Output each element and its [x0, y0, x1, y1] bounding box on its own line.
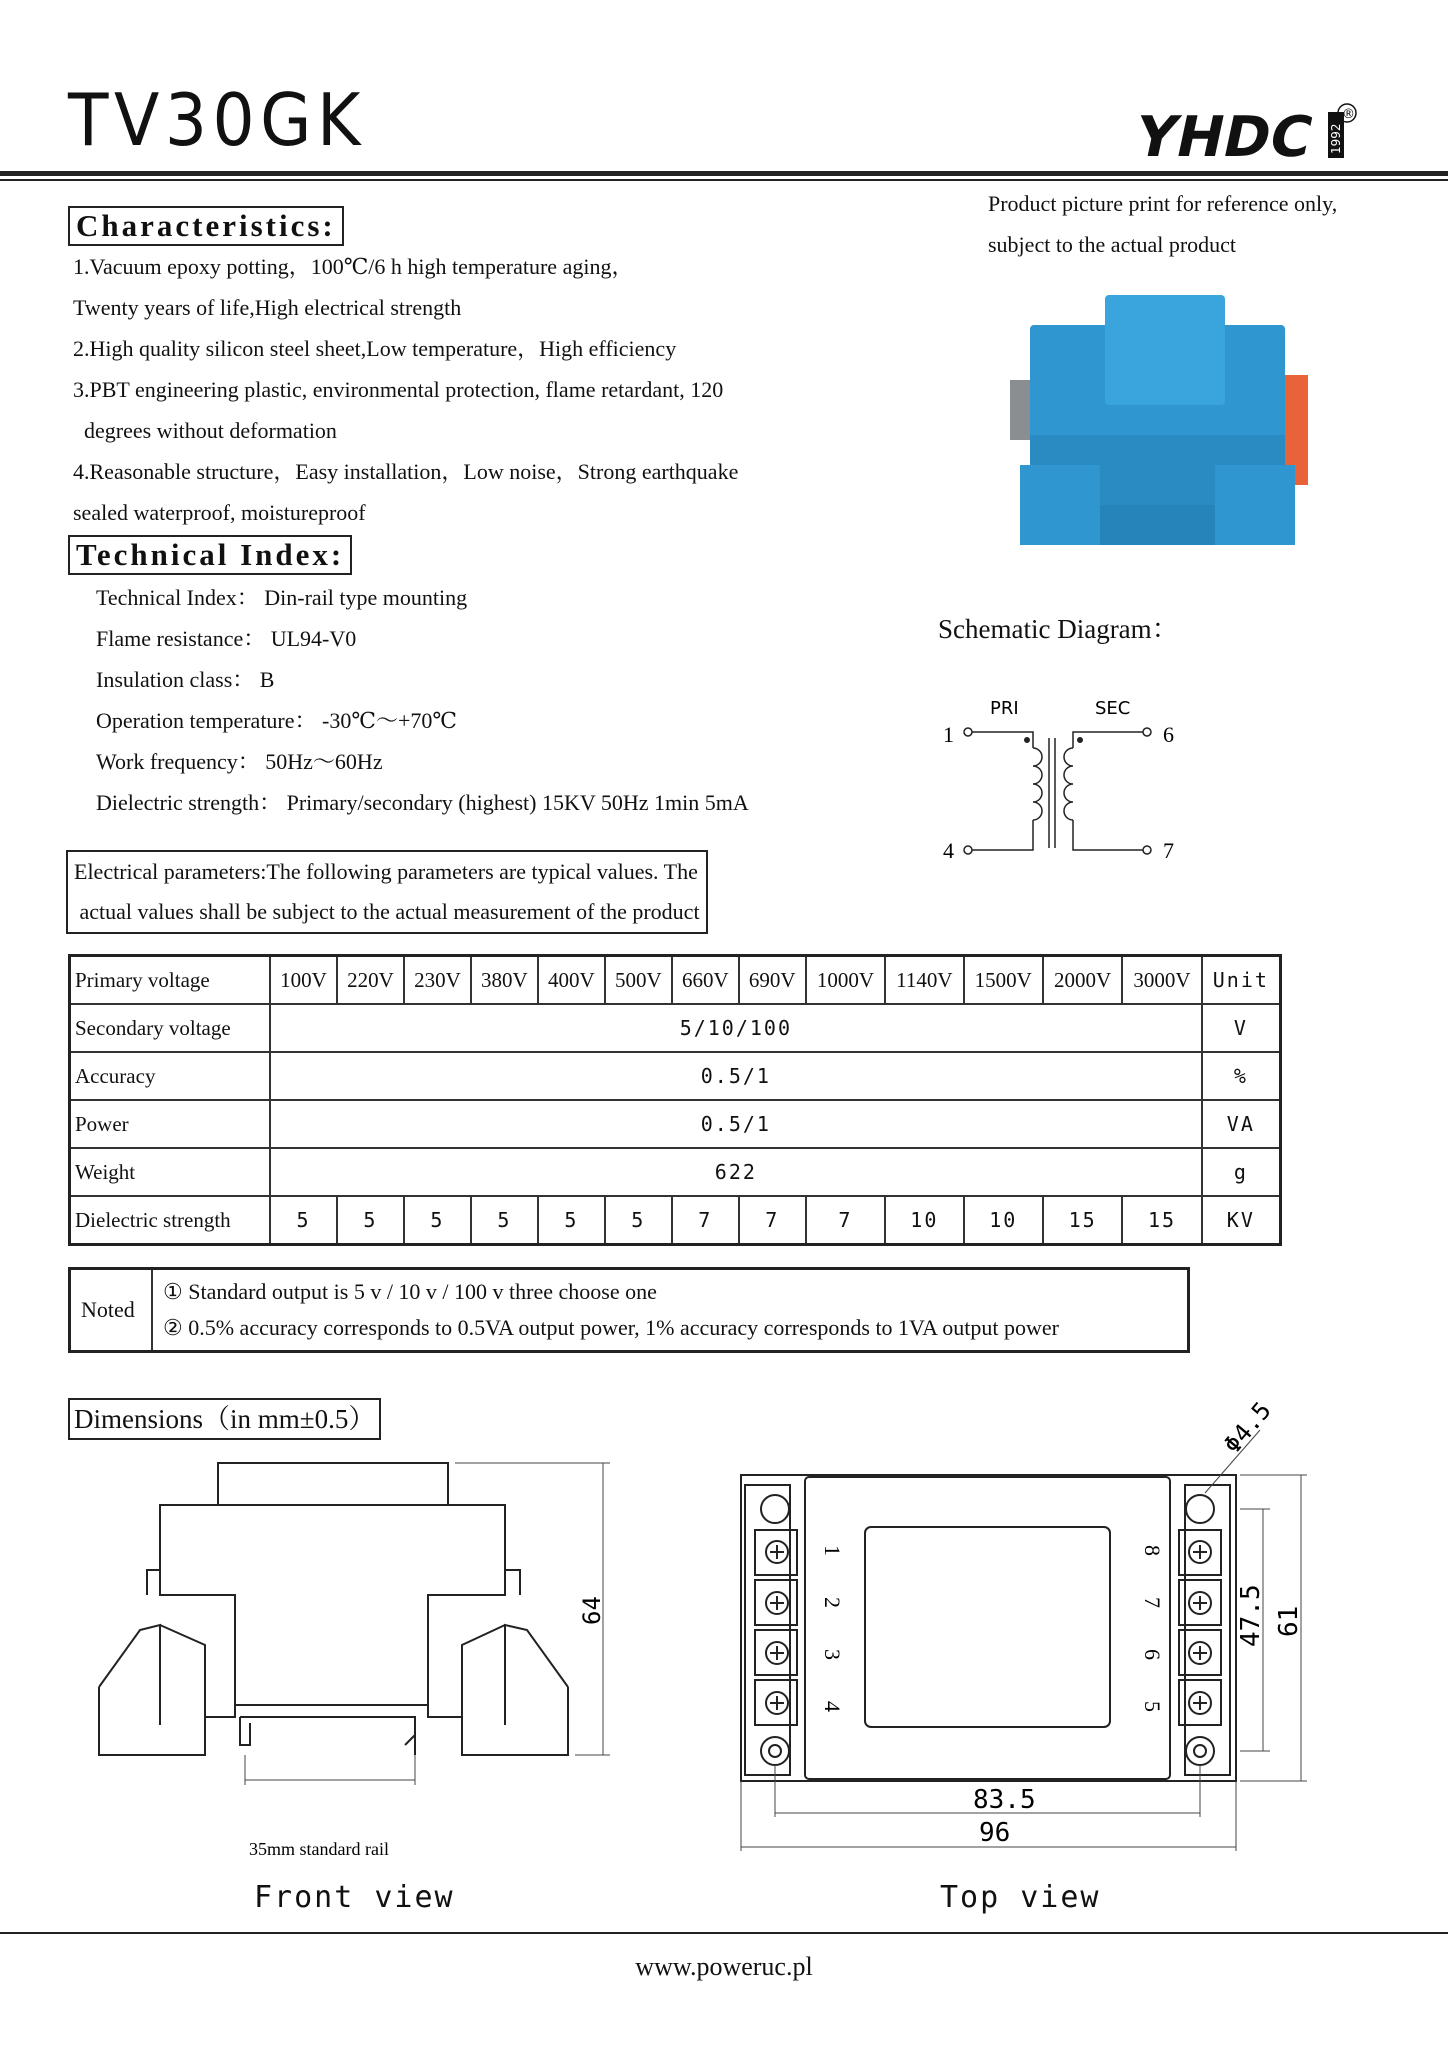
header-rule: [0, 171, 1448, 176]
row-label: Weight: [70, 1148, 271, 1196]
unit-header: Unit: [1202, 956, 1281, 1005]
row-label: Secondary voltage: [70, 1004, 271, 1052]
noted-label: Noted: [70, 1269, 153, 1352]
pri-label: PRI: [990, 698, 1019, 719]
terminal-label-left: 4: [820, 1701, 845, 1712]
noted-content: [152, 1269, 1189, 1352]
noted-line1: ① Standard output is 5 v / 10 v / 100 v three choose one: [163, 1279, 657, 1304]
technical-index-line: Flame resistance： UL94-V0: [96, 626, 357, 651]
header-rule-thin: [0, 179, 1448, 181]
technical-index-line: Dielectric strength： Primary/secondary (highest) 15KV 50Hz 1min 5mA: [96, 790, 749, 815]
dim-83-5: 83.5: [973, 1785, 1036, 1815]
technical-index-heading: Technical Index:: [68, 535, 352, 575]
dielectric-cell: 5: [471, 1196, 538, 1245]
terminal-label-right: 5: [1140, 1701, 1165, 1712]
characteristics-heading: Characteristics:: [68, 206, 344, 246]
table-row: [70, 1052, 1281, 1100]
row-unit: V: [1202, 1004, 1281, 1052]
electrical-note: [66, 850, 708, 934]
table-row: [70, 956, 1281, 1005]
characteristics-line: 1.Vacuum epoxy potting，100℃/6 h high temperature aging，: [73, 254, 634, 279]
front-view-caption: Front view: [254, 1880, 455, 1915]
primary-voltage-cell: 690V: [739, 956, 806, 1005]
row-unit: %: [1202, 1052, 1281, 1100]
primary-voltage-cell: 500V: [605, 956, 672, 1005]
dimensions-heading: Dimensions（in mm±0.5）: [68, 1398, 381, 1440]
technical-index-line: Technical Index： Din-rail type mounting: [96, 585, 468, 610]
primary-voltage-cell: 3000V: [1122, 956, 1201, 1005]
dielectric-cell: 5: [605, 1196, 672, 1245]
table-row: [70, 1269, 1189, 1352]
characteristics-line: 4.Reasonable structure，Easy installation，Low noise，Strong earthquake: [73, 459, 739, 484]
dielectric-cell: 5: [337, 1196, 404, 1245]
dim-47-5: 47.5: [1236, 1584, 1266, 1647]
dielectric-cell: 15: [1043, 1196, 1122, 1245]
dielectric-cell: 7: [672, 1196, 739, 1245]
characteristics-line: Twenty years of life,High electrical strength: [73, 295, 462, 320]
product-note: [988, 183, 1337, 265]
table-row: [70, 1100, 1281, 1148]
characteristics-list: [73, 246, 873, 533]
characteristics-line: 2.High quality silicon steel sheet,Low temperature，High efficiency: [73, 336, 677, 361]
top-view-drawing: [735, 1385, 1304, 1865]
terminal-label-left: 3: [820, 1649, 845, 1660]
table-row: [70, 1148, 1281, 1196]
dielectric-cell: 5: [404, 1196, 471, 1245]
brand-year: 1992: [1329, 123, 1343, 154]
brand-logo: [1125, 98, 1355, 168]
row-label: Power: [70, 1100, 271, 1148]
dielectric-label: Dielectric strength: [70, 1196, 271, 1245]
row-value: 0.5/1: [270, 1052, 1202, 1100]
pin-7: 7: [1163, 838, 1174, 863]
product-picture: [1010, 285, 1310, 570]
footer-rule: [0, 1932, 1448, 1934]
pin-6: 6: [1163, 722, 1174, 747]
dielectric-cell: 10: [885, 1196, 963, 1245]
primary-voltage-cell: 220V: [337, 956, 404, 1005]
row-label: Accuracy: [70, 1052, 271, 1100]
noted-table: [68, 1267, 1190, 1353]
dielectric-cell: 7: [806, 1196, 885, 1245]
primary-voltage-cell: 1000V: [806, 956, 885, 1005]
primary-voltage-cell: 100V: [270, 956, 337, 1005]
top-view-caption: Top view: [940, 1880, 1101, 1915]
primary-voltage-cell: 380V: [471, 956, 538, 1005]
characteristics-line: degrees without deformation: [73, 418, 337, 443]
brand-logo-text: YHDC: [1129, 104, 1319, 170]
table-row: [70, 1196, 1281, 1245]
primary-voltage-cell: 230V: [404, 956, 471, 1005]
row-value: 5/10/100: [270, 1004, 1202, 1052]
dielectric-cell: 5: [270, 1196, 337, 1245]
dielectric-cell: 5: [538, 1196, 605, 1245]
characteristics-line: 3.PBT engineering plastic, environmental protection, flame retardant, 120: [73, 377, 724, 402]
dielectric-cell: 10: [964, 1196, 1043, 1245]
primary-voltage-cell: 660V: [672, 956, 739, 1005]
schematic-heading: Schematic Diagram：: [938, 614, 1179, 644]
dim-61: 61: [1274, 1605, 1304, 1637]
technical-index-line: Insulation class： B: [96, 667, 275, 692]
primary-voltage-cell: 1500V: [964, 956, 1043, 1005]
hole-diameter-dim: Φ4.5: [1218, 1396, 1277, 1459]
front-view-drawing: [95, 1455, 655, 1865]
primary-voltage-cell: 400V: [538, 956, 605, 1005]
primary-voltage-label: Primary voltage: [70, 956, 271, 1005]
technical-index-list: [96, 577, 896, 823]
primary-voltage-cell: 2000V: [1043, 956, 1122, 1005]
pin-1: 1: [943, 722, 954, 747]
terminal-label-right: 7: [1140, 1597, 1165, 1608]
dim-96: 96: [979, 1818, 1011, 1848]
electrical-note-line1: Electrical parameters:The following parameters are typical values. The: [74, 859, 698, 884]
footer-url[interactable]: www.poweruc.pl: [635, 1952, 813, 1981]
front-height-dim: 64: [578, 1596, 606, 1625]
dielectric-unit: KV: [1202, 1196, 1281, 1245]
row-unit: g: [1202, 1148, 1281, 1196]
rail-label: 35mm standard rail: [249, 1839, 389, 1859]
dielectric-cell: 15: [1122, 1196, 1201, 1245]
product-note-line1: Product picture print for reference only,: [988, 191, 1338, 216]
spec-table: [68, 954, 1282, 1246]
characteristics-line: sealed waterproof, moistureproof: [73, 500, 366, 525]
table-row: [70, 1004, 1281, 1052]
pin-4: 4: [943, 838, 954, 863]
row-value: 622: [270, 1148, 1202, 1196]
noted-line2: ② 0.5% accuracy corresponds to 0.5VA output power, 1% accuracy corresponds to 1VA output power: [163, 1315, 1059, 1340]
primary-voltage-cell: 1140V: [885, 956, 963, 1005]
schematic-diagram: [935, 690, 1185, 870]
terminal-label-right: 8: [1140, 1545, 1165, 1556]
model-title: TV30GK: [68, 78, 366, 162]
row-unit: VA: [1202, 1100, 1281, 1148]
registered-mark: ®: [1342, 107, 1355, 122]
terminal-label-right: 6: [1140, 1649, 1165, 1660]
dielectric-cell: 7: [739, 1196, 806, 1245]
terminal-label-left: 1: [820, 1545, 845, 1556]
technical-index-line: Operation temperature： -30℃～+70℃: [96, 708, 457, 733]
technical-index-line: Work frequency： 50Hz～60Hz: [96, 749, 383, 774]
sec-label: SEC: [1095, 698, 1131, 719]
product-note-line2: subject to the actual product: [988, 232, 1237, 257]
electrical-note-line2: actual values shall be subject to the actual measurement of the product: [74, 899, 700, 924]
row-value: 0.5/1: [270, 1100, 1202, 1148]
terminal-label-left: 2: [820, 1597, 845, 1608]
